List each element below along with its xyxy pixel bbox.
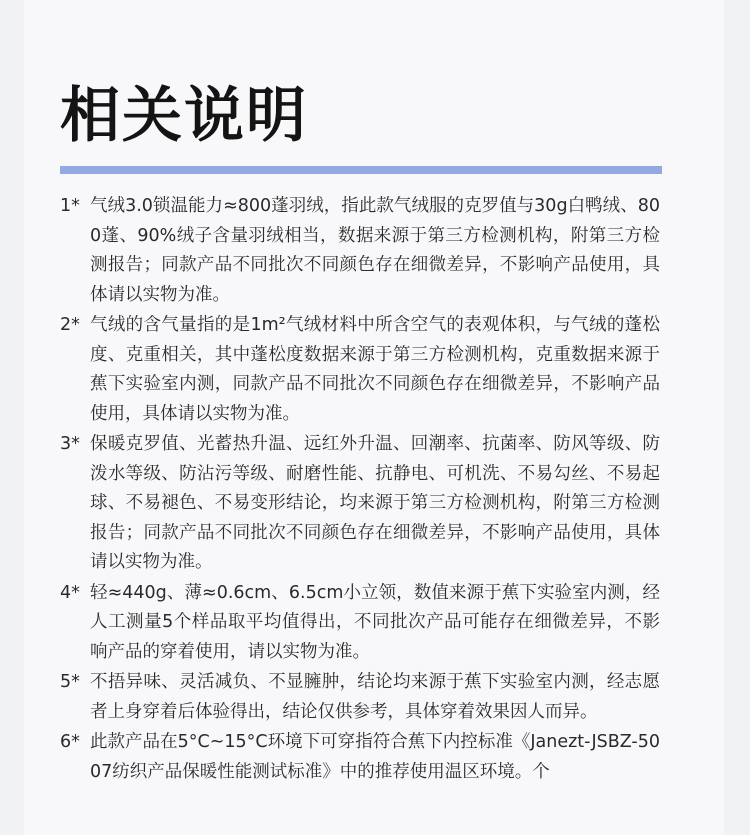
note-item: [60, 430, 660, 578]
note-marker: 1*: [60, 196, 80, 216]
note-marker: 6*: [60, 732, 80, 752]
note-marker: 2*: [60, 315, 80, 335]
note-text: 气绒的含气量指的是1m²气绒材料中所含空气的表观体积，与气绒的蓬松度、克重相关，其中蓬松度数据来源于第三方检测机构，克重数据来源于蕉下实验室内测，同款产品不同批次不同颜色存在细微差异，不影响产品使用，具体请以实物为准。: [90, 315, 660, 424]
note-marker: 5*: [60, 672, 80, 692]
note-marker: 3*: [60, 434, 80, 454]
note-item: [60, 668, 660, 727]
note-text: 保暖克罗值、光蓄热升温、远红外升温、回潮率、抗菌率、防风等级、防泼水等级、防沾污等级、耐磨性能、抗静电、可机洗、不易勾丝、不易起球、不易褪色、不易变形结论，均来源于第三方检测机构，附第三方检测报告；同款产品不同批次不同颜色存在细微差异，不影响产品使用，具体请以实物为准。: [90, 434, 660, 572]
note-item: [60, 311, 660, 429]
note-text: 不捂异味、灵活减负、不显臃肿，结论均来源于蕉下实验室内测，经志愿者上身穿着后体验得出，结论仅供参考，具体穿着效果因人而异。: [90, 672, 660, 722]
note-marker: 4*: [60, 582, 80, 603]
note-item: [60, 192, 660, 310]
note-item: [60, 728, 660, 787]
page-title: 相关说明: [60, 81, 308, 151]
note-item: [60, 579, 660, 668]
right-margin: [724, 0, 750, 835]
note-text: 气绒3.0锁温能力≈800蓬羽绒，指此款气绒服的克罗值与30g白鸭绒、800蓬、90%绒子含量羽绒相当，数据来源于第三方检测机构，附第三方检测报告；同款产品不同批次不同颜色存在细微差异，不影响产品使用，具体请以实物为准。: [90, 196, 660, 305]
notes-list: [60, 192, 660, 788]
title-underline: [60, 166, 662, 174]
note-text: 轻≈440g、薄≈0.6cm、6.5cm小立领，数值来源于蕉下实验室内测，经人工测量5个样品取平均值得出，不同批次产品可能存在细微差异，不影响产品的穿着使用，请以实物为准。: [90, 582, 660, 662]
left-margin: [0, 0, 24, 835]
note-text: 此款产品在5°C~15°C环境下可穿指符合蕉下内控标准《Janezt-JSBZ-5007纺织产品保暖性能测试标准》中的推荐使用温区环境。个: [90, 732, 660, 782]
